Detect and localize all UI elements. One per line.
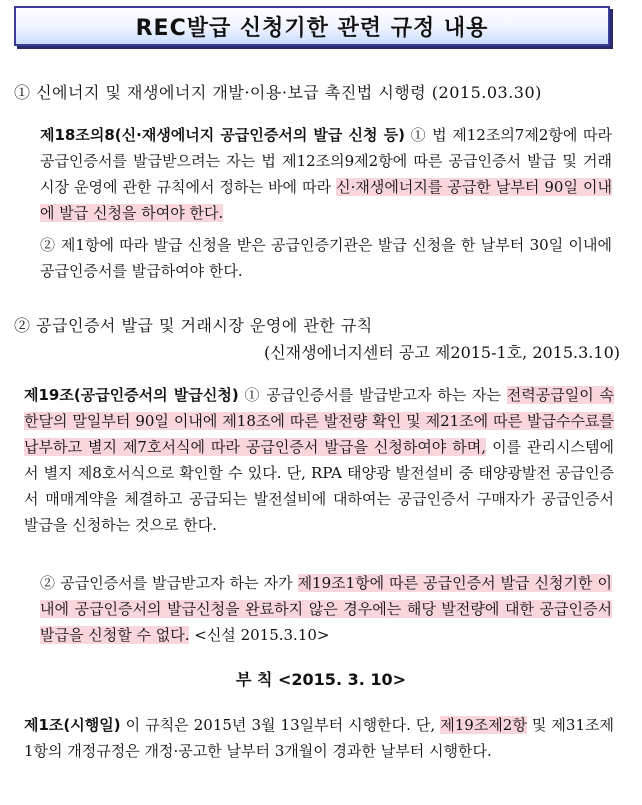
article-18-8-highlight: 신·재생에너지를 공급한 날부터 90일 이내에 발급 신청을 하여야 한다. (40, 178, 612, 222)
article-19-highlight: 전력공급일이 속한달의 말일부터 90일 이내에 제18조에 따른 발전량 확인 및 제21조에 따른 발급수수료를 납부하고 별지 제7호서식에 따라 공급인증서 발급을 신청하여야 하며, (24, 386, 614, 456)
addendum-article-1-rest: 및 제31조제1항의 개정규정은 개정·공고한 날부터 3개월이 경과한 날부터 시행한다. (24, 716, 614, 760)
article-19-rest: 이를 관리시스템에서 별지 제8호서식으로 확인할 수 있다. 단, RPA 태양광 발전설비 중 태양광발전 공급인증서 매매계약을 체결하고 공급되는 발전설비에 대하여는 공급인증서 구매자가 공급인증서 발급을 신청하는 것으로 한다. (24, 438, 614, 534)
section-2-heading: ② 공급인증서 발급 및 거래시장 운영에 관한 규칙 (14, 316, 373, 335)
article-19-para-1 (24, 382, 614, 538)
article-18-8-para-2-text: ② 제1항에 따라 발급 신청을 받은 공급인증기관은 발급 신청을 한 날부터 30일 이내에 공급인증서를 발급하여야 한다. (40, 236, 612, 280)
addendum-article-1-text: 이 규칙은 2015년 3월 13일부터 시행한다. 단, (120, 716, 441, 734)
article-19-text: ① 공급인증서를 발급받고자 하는 자는 (238, 386, 507, 404)
title-banner (14, 6, 610, 46)
article-19-title: 제19조(공급인증서의 발급신청) (24, 386, 239, 404)
article-18-8-para-1 (40, 122, 612, 226)
article-19-para-2 (40, 570, 612, 648)
page-title: REC발급 신청기한 관련 규정 내용 (135, 15, 489, 41)
article-18-8-title: 제18조의8(신·재생에너지 공급인증서의 발급 신청 등) (40, 126, 405, 144)
article-19-para-2-rest: <신설 2015.3.10> (189, 626, 330, 644)
article-19-para-2-highlight: 제19조1항에 따른 공급인증서 발급 신청기한 이내에 공급인증서의 발급신청을 완료하지 않은 경우에는 해당 발전량에 대한 공급인증서 발급을 신청할 수 없다. (40, 574, 612, 644)
article-18-8-para-2 (40, 232, 612, 284)
addendum-article-1 (24, 712, 614, 764)
section-1-heading: ① 신에너지 및 재생에너지 개발·이용·보급 촉진법 시행령 (2015.03.30) (14, 83, 542, 102)
article-19-para-2-text: ② 공급인증서를 발급받고자 하는 자가 (40, 574, 298, 592)
addendum-article-1-highlight: 제19조제2항 (440, 716, 527, 734)
addendum-article-1-title: 제1조(시행일) (24, 716, 121, 734)
addendum-heading: 부 칙 <2015. 3. 10> (235, 670, 407, 689)
article-18-8-text: ① 법 제12조의7제2항에 따라 공급인증서를 발급받으려는 자는 법 제12조의9제2항에 따른 공급인증서 발급 및 거래시장 운영에 관한 규칙에서 정하는 바에 따라 (40, 126, 612, 196)
section-2-subheading: (신재생에너지센터 공고 제2015-1호, 2015.3.10) (263, 343, 620, 362)
